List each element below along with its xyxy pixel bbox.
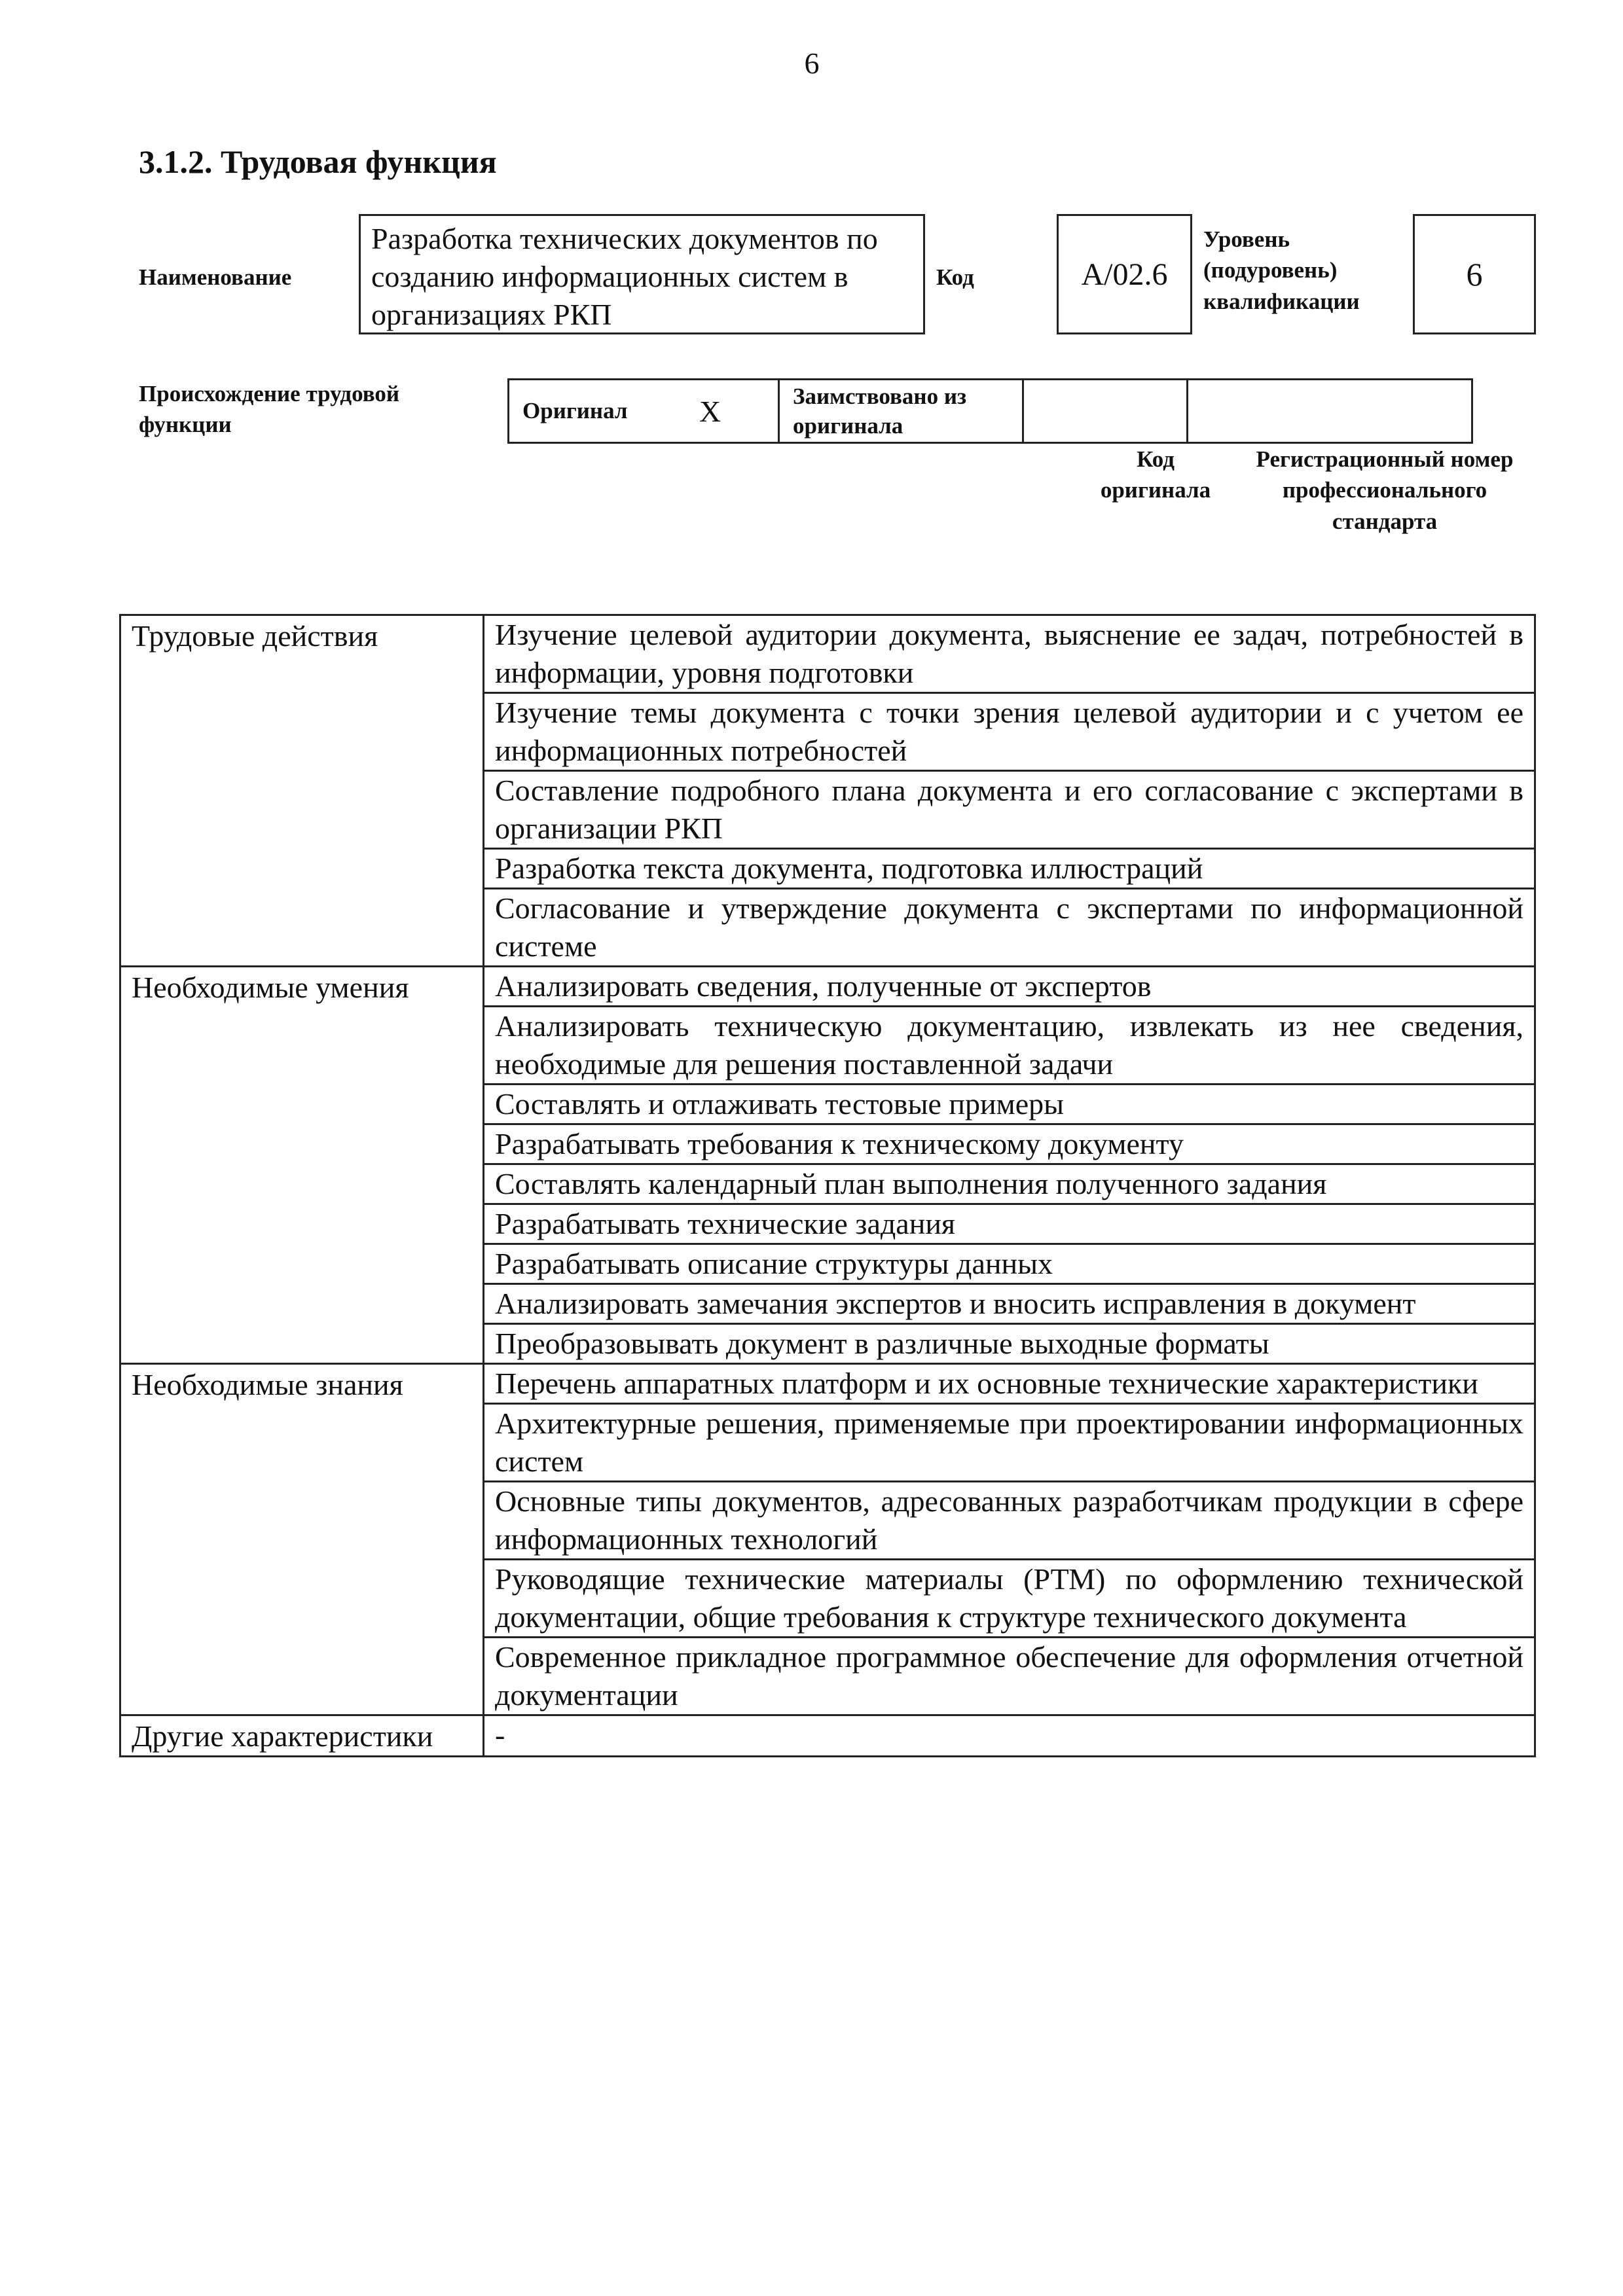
item-cell: Анализировать техническую документацию, извлекать из нее сведения, необходимые для решения поставленной задачи	[484, 1007, 1535, 1085]
function-table	[119, 614, 1536, 1757]
item-cell: Современное прикладное программное обеспечение для оформления отчетной документации	[484, 1638, 1535, 1715]
reg-number-cell	[1188, 380, 1472, 443]
item-cell: Изучение целевой аудитории документа, выяснение ее задач, потребностей в информации, уровня подготовки	[484, 615, 1535, 693]
category-cell: Трудовые действия	[120, 615, 484, 967]
level-value: 6	[1413, 214, 1536, 334]
category-cell: Необходимые умения	[120, 967, 484, 1364]
item-cell: Изучение темы документа с точки зрения целевой аудитории и с учетом ее информационных потребностей	[484, 693, 1535, 771]
item-cell: Разрабатывать требования к техническому документу	[484, 1124, 1535, 1164]
item-cell: Перечень аппаратных платформ и их основные технические характеристики	[484, 1364, 1535, 1404]
item-cell: Разрабатывать технические задания	[484, 1204, 1535, 1244]
origin-table	[507, 378, 1473, 444]
level-label: Уровень (подуровень) квалификации	[1203, 226, 1360, 314]
item-cell: Согласование и утверждение документа с экспертами по информационной системе	[484, 889, 1535, 967]
code-label: Код	[936, 264, 974, 290]
table-row	[120, 1364, 1535, 1404]
item-cell: Составление подробного плана документа и его согласование с экспертами в организации РКП	[484, 771, 1535, 849]
name-value: Разработка технических документов по созданию информационных систем в организациях РКП	[359, 214, 925, 334]
item-cell: Преобразовывать документ в различные выходные форматы	[484, 1324, 1535, 1364]
item-cell: Анализировать сведения, полученные от экспертов	[484, 967, 1535, 1007]
original-code-cell	[1023, 380, 1188, 443]
section-heading: 3.1.2. Трудовая функция	[139, 143, 497, 180]
original-code-caption: Код оригинала	[1100, 446, 1211, 503]
table-row	[120, 1715, 1535, 1757]
item-cell: Составлять и отлаживать тестовые примеры	[484, 1085, 1535, 1124]
original-label: Оригинал	[509, 380, 687, 443]
item-cell: Основные типы документов, адресованных разработчикам продукции в сфере информационных технологий	[484, 1482, 1535, 1560]
table-row	[120, 615, 1535, 693]
page-number: 6	[804, 46, 820, 80]
table-row	[120, 967, 1535, 1007]
item-cell: Разрабатывать описание структуры данных	[484, 1244, 1535, 1284]
reg-number-caption: Регистрационный номер профессионального стандарта	[1256, 446, 1514, 534]
borrowed-label: Заимствовано из оригинала	[779, 380, 1023, 443]
code-value: А/02.6	[1057, 214, 1192, 334]
origin-label: Происхождение трудовой функции	[139, 381, 400, 438]
original-mark: Х	[686, 380, 779, 443]
category-cell: Необходимые знания	[120, 1364, 484, 1715]
item-cell: Руководящие технические материалы (РТМ) по оформлению технической документации, общие требования к структуре технического документа	[484, 1560, 1535, 1638]
category-cell: Другие характеристики	[120, 1715, 484, 1757]
item-cell: -	[484, 1715, 1535, 1757]
item-cell: Архитектурные решения, применяемые при проектировании информационных систем	[484, 1404, 1535, 1482]
item-cell: Составлять календарный план выполнения полученного задания	[484, 1164, 1535, 1204]
item-cell: Анализировать замечания экспертов и вносить исправления в документ	[484, 1284, 1535, 1324]
name-label: Наименование	[139, 264, 292, 290]
item-cell: Разработка текста документа, подготовка иллюстраций	[484, 849, 1535, 889]
